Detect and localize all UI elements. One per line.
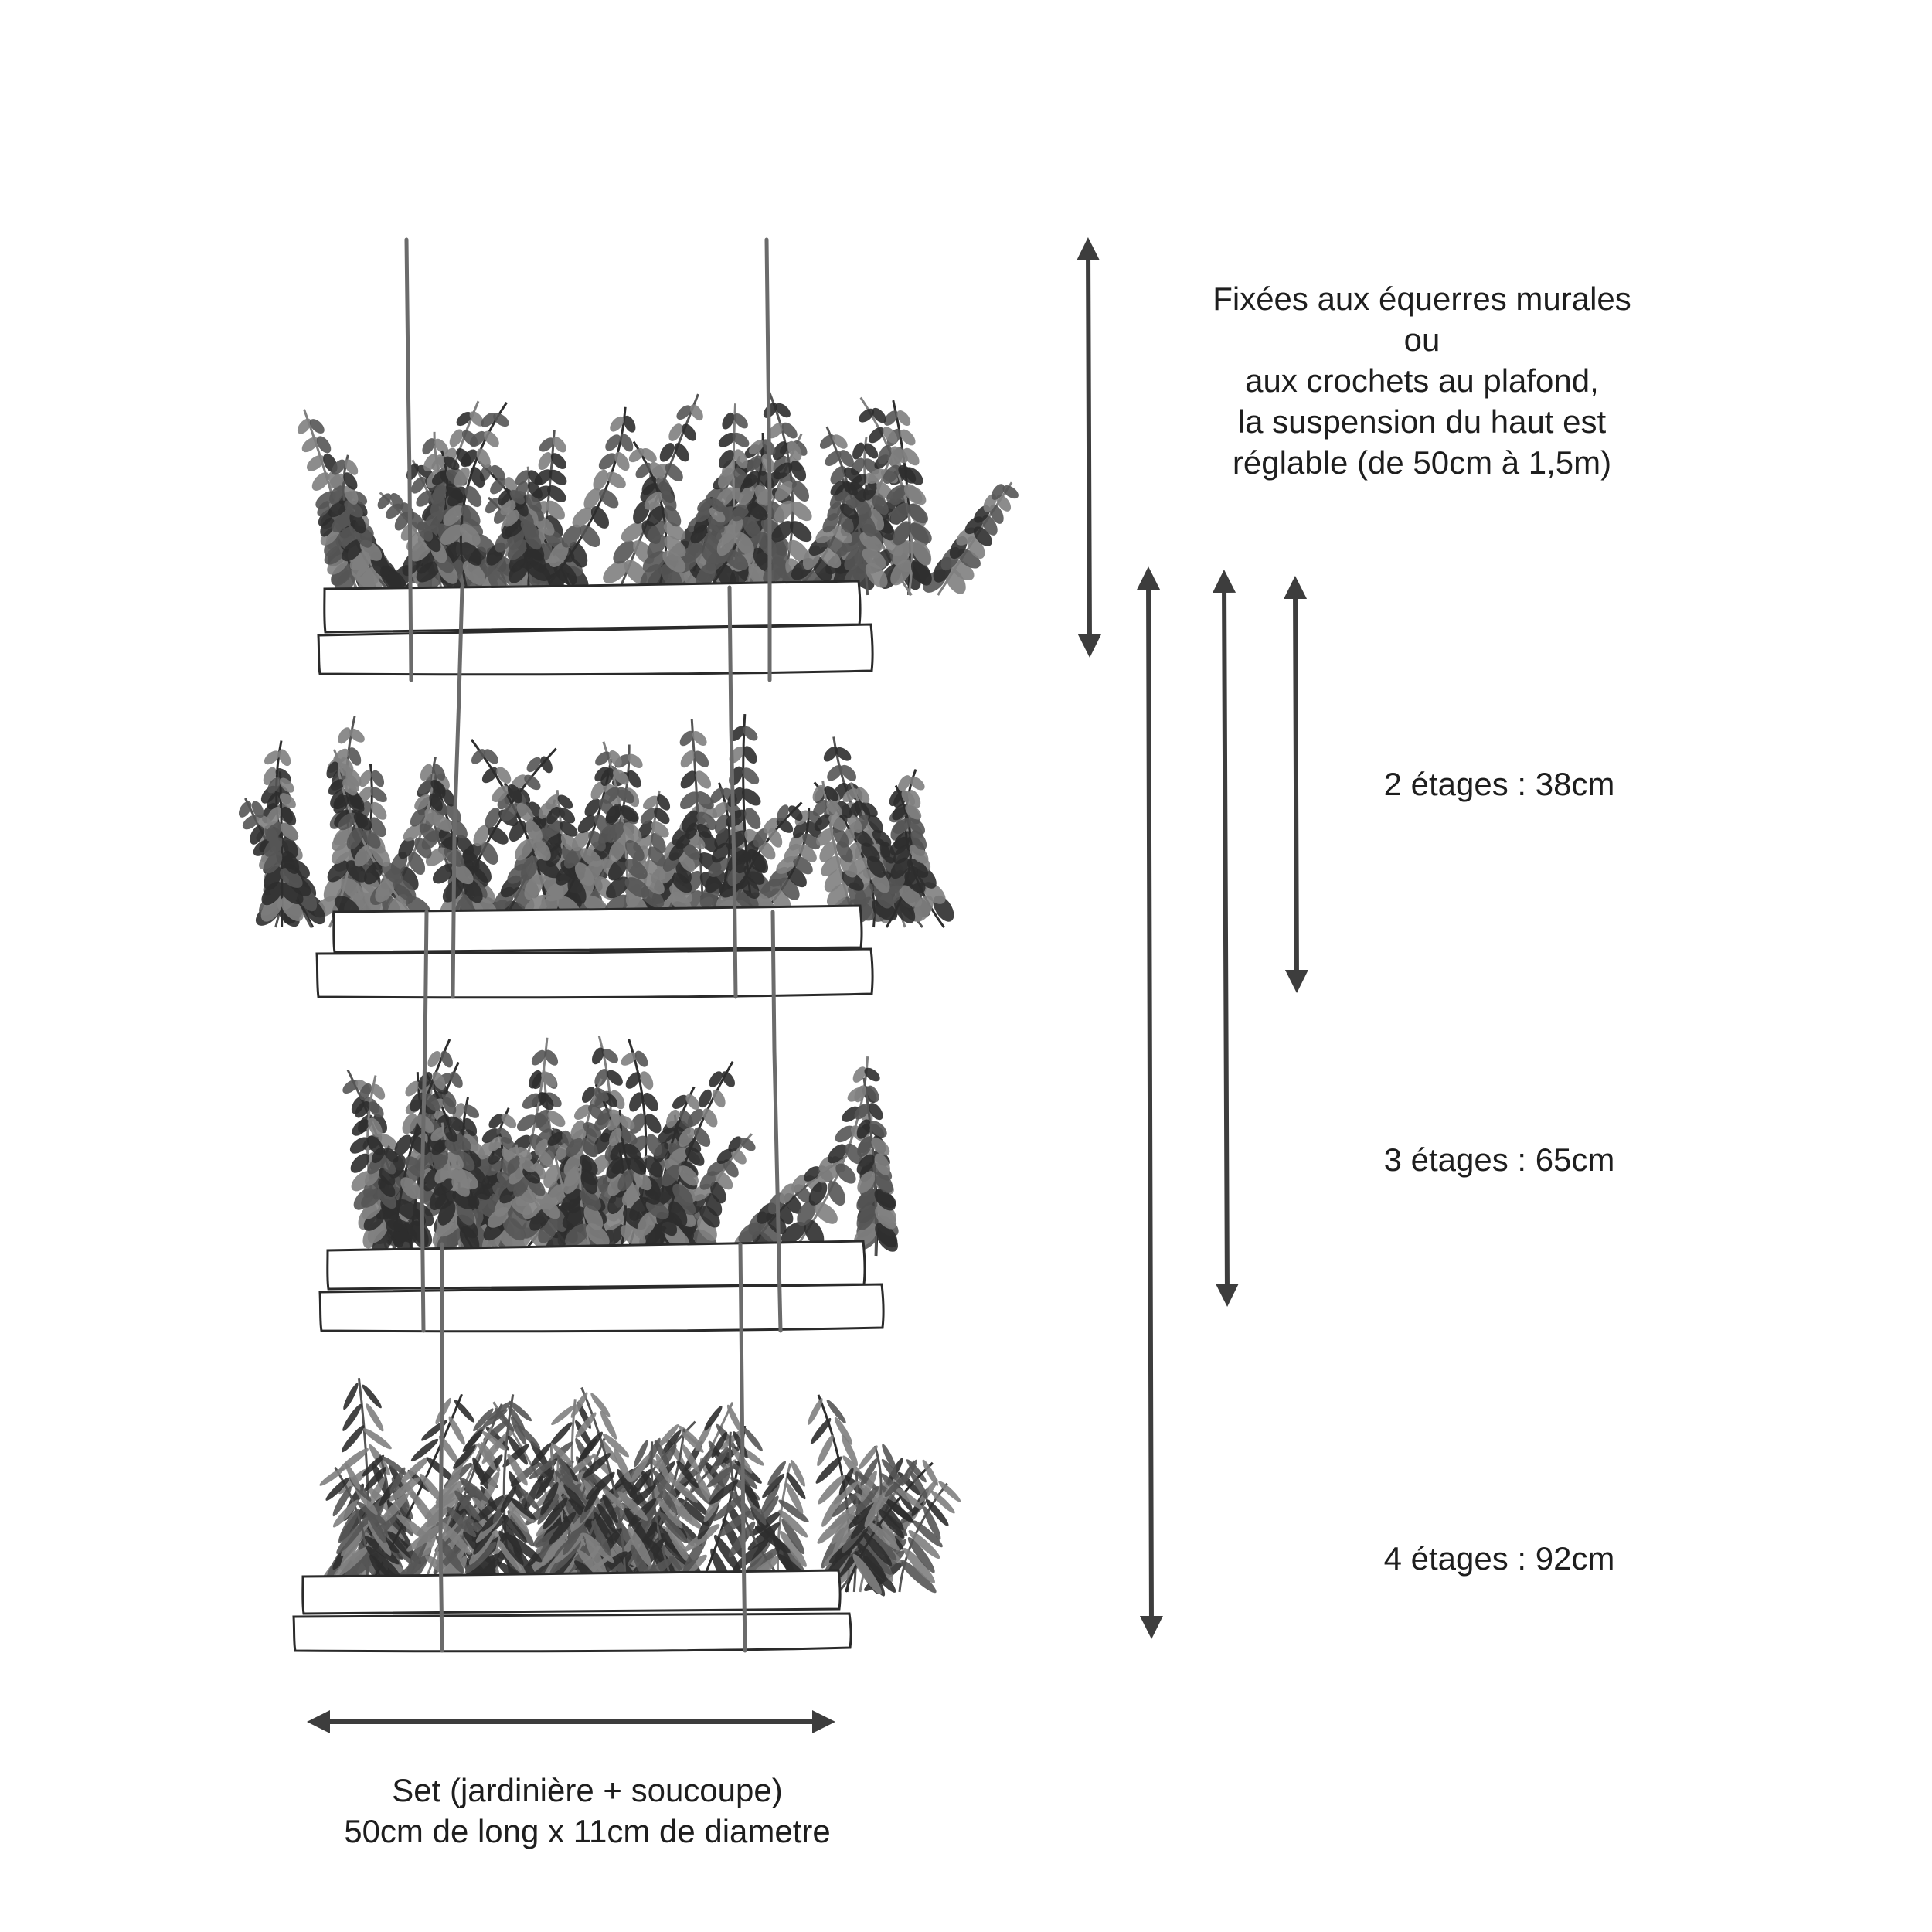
planter-tier-3	[320, 1241, 883, 1332]
plant-maidenhair-fern-1	[294, 392, 1021, 600]
set-note-line: Set (jardinière + soucoupe)	[392, 1772, 783, 1808]
planter-3-saucer	[320, 1284, 883, 1332]
height-label-text: 2 étages : 38cm	[1383, 766, 1615, 802]
planter-4-saucer	[294, 1614, 851, 1651]
planter-1-trough	[325, 581, 860, 632]
set-dimensions-note	[216, 1770, 958, 1852]
suspension-note	[1144, 278, 1700, 483]
height-label-3-tiers	[1298, 1139, 1700, 1180]
planter-tier-1	[318, 581, 872, 675]
suspension-note-line: Fixées aux équerres murales	[1213, 281, 1631, 317]
arrow-top-suspension	[1088, 249, 1090, 646]
height-label-2-tiers	[1298, 764, 1700, 804]
planter-3-trough	[328, 1241, 865, 1289]
arrow-4-tiers	[1148, 578, 1151, 1628]
set-note-line: 50cm de long x 11cm de diametre	[344, 1813, 831, 1849]
suspension-note-line: réglable (de 50cm à 1,5m)	[1232, 444, 1612, 481]
planter-tier-2	[317, 906, 872, 998]
planter-tier-4	[294, 1570, 851, 1651]
planter-4-trough	[303, 1570, 840, 1614]
arrow-2-tiers	[1295, 587, 1297, 981]
arrow-3-tiers	[1224, 581, 1227, 1295]
rope-left-3	[440, 1244, 442, 1651]
suspension-note-line: la suspension du haut est	[1237, 403, 1607, 440]
plant-narrow-leaf-fern-4	[311, 1378, 962, 1600]
height-label-4-tiers	[1298, 1538, 1700, 1579]
planter-2-saucer	[317, 949, 872, 998]
suspension-note-line: ou	[1403, 321, 1440, 358]
height-label-text: 3 étages : 65cm	[1383, 1141, 1615, 1178]
height-label-text: 4 étages : 92cm	[1383, 1540, 1615, 1577]
suspension-note-line: aux crochets au plafond,	[1245, 362, 1599, 399]
planter-2-trough	[334, 906, 862, 952]
plant-boston-fern-2	[236, 714, 958, 930]
